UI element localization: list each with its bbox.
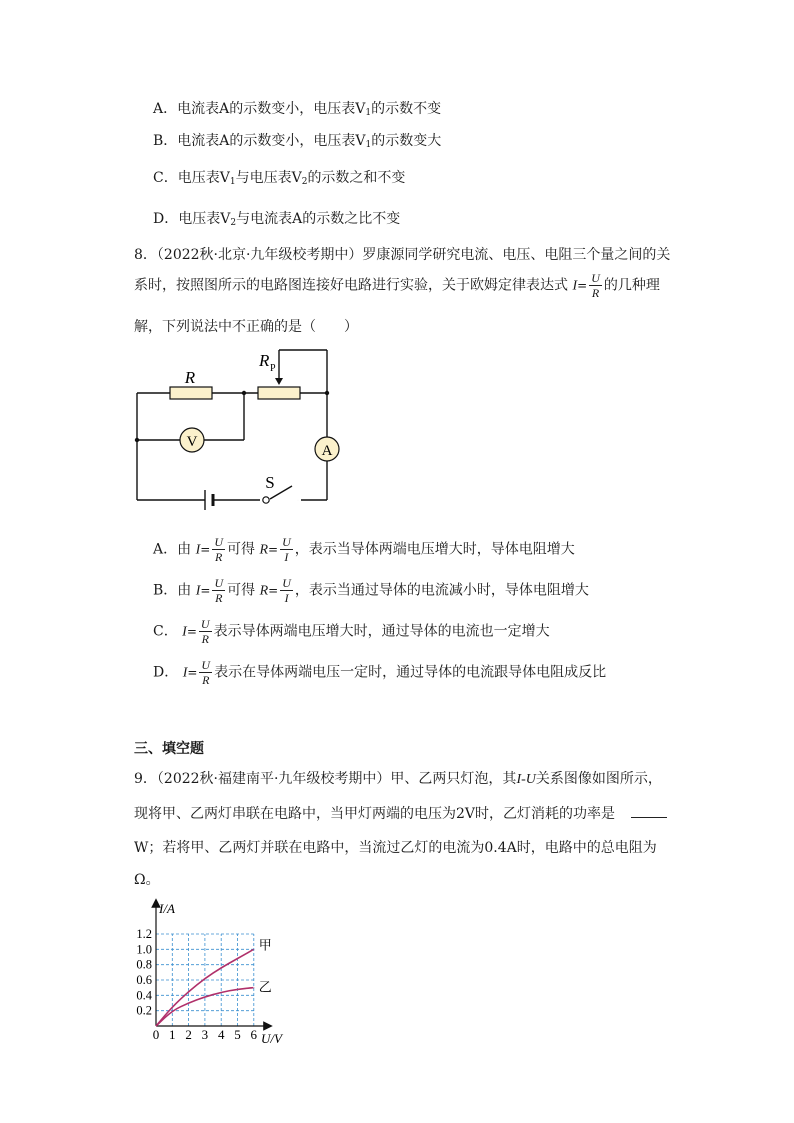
q9-stem-line3: W；若将甲、乙两灯并联在电路中，当流过乙灯的电流为0.4A时，电路中的总电阻为 [134,840,657,856]
section-title: 三、填空题 [134,741,204,757]
x-tick-label: 4 [217,1027,225,1042]
series-label-1: 甲 [258,937,272,953]
x-tick-label: 5 [234,1027,241,1042]
q9-stem-line1: 9．（2022秋·福建南平·九年级校考期中）甲、乙两只灯泡，其I-U关系图像如图所示， [134,771,662,787]
resistor-r [170,387,212,399]
iu-chart [128,895,298,1050]
q7-option-a: A．电流表A的示数变小，电压表$V_1$的示数不变 [153,101,442,118]
label-r: R [184,368,196,387]
q8-stem-line1: 8．（2022秋·北京·九年级校考期中）罗康源同学研究电流、电压、电阻三个量之间的关 [134,247,671,263]
q8-option-b: B．由 I= $\frac{U}{R}$ 可得 R= $\frac{U}{I}$ ，表示当通过导体的电流减小时，导体电阻增大 [153,576,589,605]
label-s: S [265,473,275,492]
q7-option-c: C．电压表$V_1$与电压表$V_2$的示数之和不变 [153,170,406,187]
rheostat-rp [258,387,300,399]
answer-blank-1[interactable] [631,805,667,818]
q8-stem-line3: 解，下列说法中不正确的是（ ） [134,319,358,335]
y-tick-label: 1.2 [136,927,152,941]
q8-option-d: D． I= $\frac{U}{R}$ 表示在导体两端电压一定时，通过导体的电流跟导体电阻成反比 [153,658,607,687]
q8-option-c: C． I= $\frac{U}{R}$ 表示导体两端电压增大时，通过导体的电流也一定增大 [153,617,550,646]
circuit-diagram [120,340,350,530]
label-rp-sub: P [270,363,276,374]
y-tick-label: 0.4 [136,988,152,1003]
q8-option-a: A．由 I= $\frac{U}{R}$ 可得 R= $\frac{U}{I}$ ，表示当导体两端电压增大时，导体电阻增大 [153,535,575,564]
x-tick-label: 3 [201,1027,209,1042]
q7-option-d: D．电压表$V_2$与电流表A的示数之比不变 [153,211,401,228]
y-tick-label: 0.8 [136,957,152,972]
q9-stem-line2: 现将甲、乙两灯串联在电路中，当甲灯两端的电压为2V时，乙灯消耗的功率是 [134,803,667,823]
q7-option-b: B．电流表A的示数变小，电压表$V_1$的示数变大 [153,133,442,150]
y-tick-label: 0.2 [136,1003,152,1018]
label-v: V [186,434,198,450]
y-tick-label: 0.6 [136,973,152,987]
x-tick-label: 2 [185,1027,192,1042]
label-rp: R [259,351,270,370]
series-label-2: 乙 [258,979,272,995]
label-a: A [321,443,333,459]
x-tick-label: 0 [152,1027,160,1042]
x-tick-label: 6 [250,1027,258,1042]
switch-contact [263,497,269,503]
rheostat-wiper-arrow [275,378,283,385]
x-axis-label: U/V [261,1031,282,1046]
x-tick-label: 1 [169,1027,176,1042]
q8-stem-line2: 系时，按照图所示的电路图连接好电路进行实验，关于欧姆定律表达式 I= $\frac{U}{R}$ 的几种理 [134,271,660,300]
q9-stem-line4: Ω。 [134,872,160,888]
y-axis-label: I/A [159,901,175,916]
y-tick-label: 1.0 [136,942,152,957]
